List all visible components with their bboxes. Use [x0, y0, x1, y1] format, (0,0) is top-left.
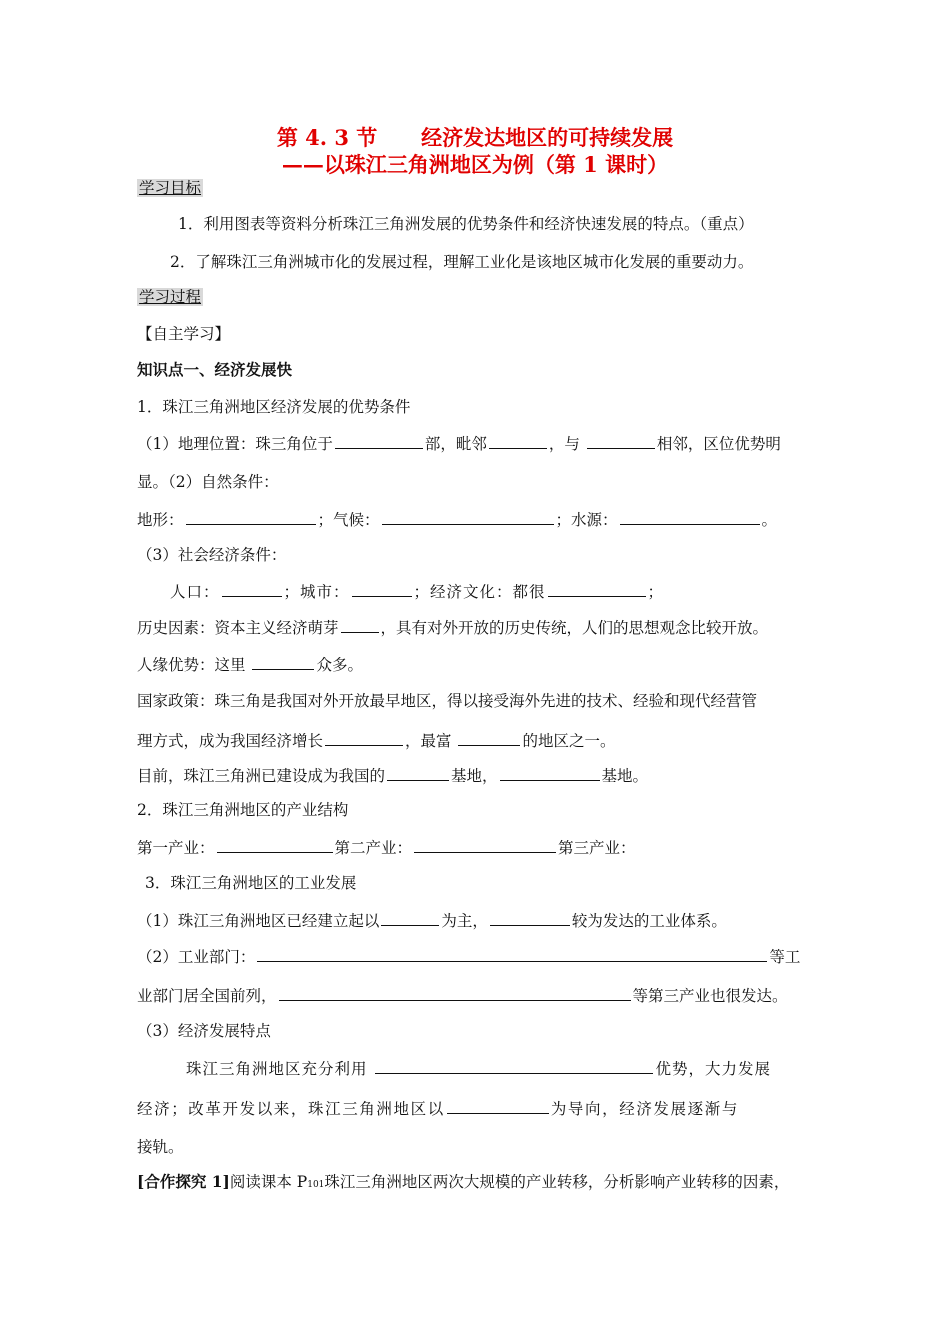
- blank-field[interactable]: [252, 654, 314, 670]
- policy-line: 国家政策：珠三角是我国对外开放最早地区，得以接受海外先进的技术、经验和现代经营管: [137, 692, 758, 710]
- blank-field[interactable]: [352, 581, 412, 597]
- geo-location-line: （1）地理位置：珠三角位于 部，毗邻 ，与 相邻，区位优势明: [137, 435, 781, 453]
- blank-field[interactable]: [587, 433, 655, 449]
- industry-structure-line: 第一产业： 第二产业： 第三产业：: [137, 839, 636, 857]
- blank-field[interactable]: [279, 985, 631, 1001]
- blank-field[interactable]: [387, 765, 449, 781]
- page-title: 第 4. 3 节 经济发达地区的可持续发展: [276, 125, 674, 150]
- natural-detail-line: 地形： ；气候： ；水源： 。: [137, 511, 778, 529]
- blank-field[interactable]: [325, 730, 403, 746]
- knowledge-point-heading: 知识点一、经济发展快: [137, 360, 293, 379]
- current-status-line: 目前，珠江三角洲已建设成为我国的 基地， 基地。: [137, 767, 649, 785]
- section-heading-process: 学习过程: [139, 288, 202, 306]
- blank-field[interactable]: [186, 509, 316, 525]
- blank-field[interactable]: [447, 1098, 549, 1114]
- policy-line-2: 理方式，成为我国经济增长 ，最富 的地区之一。: [137, 732, 616, 750]
- blank-field[interactable]: [500, 765, 600, 781]
- blank-field[interactable]: [490, 910, 570, 926]
- industry-sectors-line: （2）工业部门： 等工: [137, 948, 801, 966]
- relations-line: 人缘优势：这里 众多。: [137, 656, 363, 674]
- social-conditions-heading: （3）社会经济条件：: [137, 546, 287, 564]
- blank-field[interactable]: [217, 837, 333, 853]
- blank-field[interactable]: [341, 617, 379, 633]
- natural-conditions-line: 显。（2）自然条件：: [137, 473, 279, 491]
- blank-field[interactable]: [381, 910, 439, 926]
- objective-item-2: 2．了解珠江三角洲城市化的发展过程，理解工业化是该地区城市化发展的重要动力。: [170, 253, 754, 271]
- population-line: 人口： ；城市： ；经济文化：都很 ；: [170, 583, 665, 601]
- industry-sectors-line-2: 业部门居全国前列， 等第三产业也很发达。: [137, 987, 788, 1005]
- blank-field[interactable]: [382, 509, 554, 525]
- economic-features-line-2: 经济；改革开发以来，珠江三角洲地区以 为导向，经济发展逐渐与: [137, 1100, 739, 1118]
- blank-field[interactable]: [257, 946, 767, 962]
- economic-features-heading: （3）经济发展特点: [137, 1022, 271, 1040]
- question-1-heading: 1．珠江三角洲地区经济发展的优势条件: [137, 398, 411, 416]
- cooperative-inquiry-label: [合作探究 1]: [137, 1172, 230, 1191]
- blank-field[interactable]: [489, 433, 547, 449]
- blank-field[interactable]: [414, 837, 556, 853]
- question-3-heading: 3．珠江三角洲地区的工业发展: [145, 874, 357, 892]
- blank-field[interactable]: [335, 433, 423, 449]
- blank-field[interactable]: [548, 581, 646, 597]
- cooperative-inquiry-line: [合作探究 1]阅读课本 P101珠江三角洲地区两次大规模的产业转移，分析影响产业转移的因素，: [137, 1172, 790, 1191]
- blank-field[interactable]: [620, 509, 760, 525]
- blank-field[interactable]: [458, 730, 520, 746]
- industry-system-line: （1）珠江三角洲地区已经建立起以 为主， 较为发达的工业体系。: [137, 912, 727, 930]
- self-study-label: 【自主学习】: [137, 325, 231, 343]
- blank-field[interactable]: [222, 581, 282, 597]
- objective-item-1: 1．利用图表等资料分析珠江三角洲发展的优势条件和经济快速发展的特点。（重点）: [178, 215, 754, 233]
- section-heading-objectives: 学习目标: [139, 179, 202, 197]
- question-2-heading: 2．珠江三角洲地区的产业结构: [137, 801, 349, 819]
- page-subtitle: ——以珠江三角洲地区为例（第 1 课时）: [281, 152, 669, 177]
- economic-features-line-3: 接轨。: [137, 1138, 184, 1156]
- history-line: 历史因素：资本主义经济萌芽 ，具有对外开放的历史传统，人们的思想观念比较开放。: [137, 619, 769, 637]
- economic-features-line-1: 珠江三角洲地区充分利用 优势，大力发展: [186, 1060, 771, 1078]
- blank-field[interactable]: [375, 1058, 653, 1074]
